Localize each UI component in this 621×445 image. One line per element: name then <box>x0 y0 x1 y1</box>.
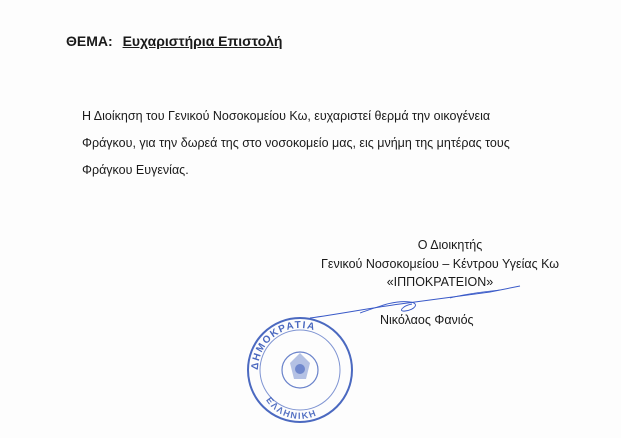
letter-body <box>82 103 552 184</box>
organization-name: Γενικού Νοσοκομείου – Κέντρου Υγείας Κω <box>320 256 560 271</box>
signer-name: Νικόλαος Φανιός <box>380 313 474 327</box>
body-line: Φράγκου, για την δωρεά της στο νοσοκομείο μας, εις μνήμη της μητέρας τους <box>82 136 510 150</box>
subject-label: ΘΕΜΑ: <box>66 33 113 49</box>
svg-text:ΕΛΛΗΝΙΚΗ: ΕΛΛΗΝΙΚΗ <box>264 395 319 422</box>
organization-quoted-name: «ΙΠΠΟΚΡΑΤΕΙΟΝ» <box>386 275 494 289</box>
body-line: Φράγκου Ευγενίας. <box>82 163 189 177</box>
signer-title: Ο Διοικητής <box>417 238 483 252</box>
subject-value: Ευχαριστήρια Επιστολή <box>122 33 283 49</box>
body-line: Η Διοίκηση του Γενικού Νοσοκομείου Κω, ευχαριστεί θερμά την οικογένεια <box>82 109 491 123</box>
official-stamp <box>238 295 358 445</box>
svg-text:ΔΗΜΟΚΡΑΤΙΑ: ΔΗΜΟΚΡΑΤΙΑ <box>249 319 318 371</box>
subject-line <box>66 33 282 49</box>
